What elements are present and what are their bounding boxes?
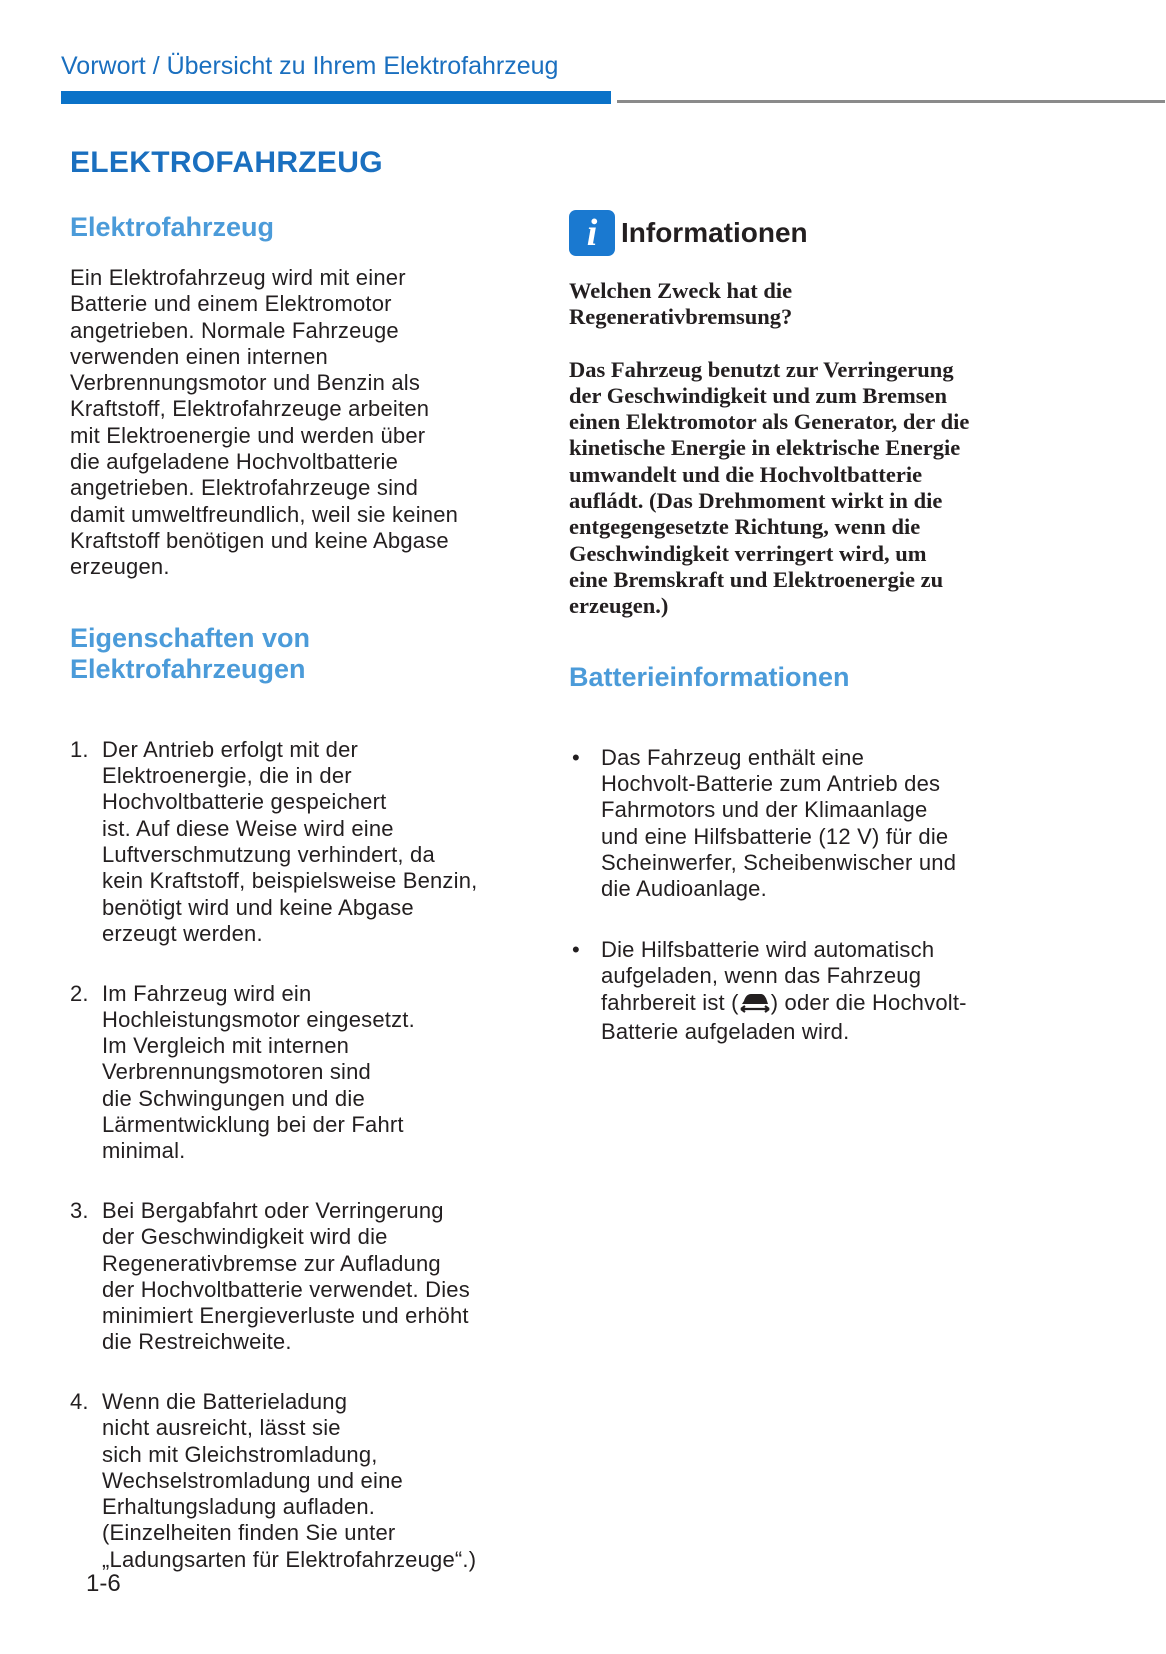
list-item (569, 745, 1039, 903)
list-item (70, 981, 520, 1165)
section-heading-elektrofahrzeug: Elektrofahrzeug (70, 212, 275, 242)
right-column (569, 192, 1039, 1097)
list-number: 1. (70, 736, 89, 762)
list-text: Der Antrieb erfolgt mit der Elektroenergie, die in der Hochvoltbatterie gespeichert ist. Auf diese Weise wird eine Luftverschmutzung verhindert, da kein Kraftstoff, beispielsweise Benzin, benötigt wird und keine Abgase erzeugt werden. (102, 736, 478, 946)
list-text: Das Fahrzeug enthält eine Hochvolt-Batterie zum Antrieb des Fahrmotors und der Klimaanlage und eine Hilfsbatterie (12 V) für die Scheinwerfer, Scheibenwischer und die Audioanlage. (601, 744, 957, 902)
list-item (70, 737, 520, 947)
info-icon: i (569, 210, 615, 256)
list-item (70, 1198, 520, 1356)
list-text-pre: Die Hilfsbatterie wird automatisch aufgeladen, wenn das Fahrzeug fahrbereit ist ( (601, 936, 935, 1015)
list-text: Im Fahrzeug wird ein Hochleistungsmotor eingesetzt. Im Vergleich mit internen Verbrennungsmotoren sind die Schwingungen und die Lärmentwicklung bei der Fahrt minimal. (102, 980, 415, 1164)
features-list (70, 711, 520, 1607)
battery-list (569, 719, 1039, 1080)
list-number: 2. (70, 980, 89, 1006)
info-question: Welchen Zweck hat die Regenerativbremsung? (569, 278, 793, 330)
intro-paragraph: Ein Elektrofahrzeug wird mit einer Batterie und einem Elektromotor angetrieben. Normale Fahrzeuge verwenden einen internen Verbrennungsmotor und Benzin als Kraftstoff, Elektrofahrzeuge arbeiten mit Elektroenergie und werden über die aufgeladene Hochvoltbatterie angetrieben. Elektrofahrzeuge sind damit umweltfreundlich, weil sie keinen Kraftstoff benötigen und keine Abgase erzeugen. (70, 265, 459, 580)
section-heading-batterie: Batterieinformationen (569, 661, 850, 692)
bullet: • (572, 936, 580, 962)
left-column (70, 194, 520, 1624)
breadcrumb: Vorwort / Übersicht zu Ihrem Elektrofahrzeug (61, 52, 559, 80)
info-box-header (569, 210, 1039, 256)
page-number: 1-6 (86, 1570, 121, 1597)
list-text: Wenn die Batterieladung nicht ausreicht, lässt sie sich mit Gleichstromladung, Wechselstromladung und eine Erhaltungsladung aufladen. (Einzelheiten finden Sie unter „Ladungsarten für Elektrofahrzeuge“.) (102, 1388, 477, 1572)
list-text-post: ) oder die Hochvolt- Batterie aufgeladen wird. (601, 989, 967, 1044)
header-accent-bar (61, 91, 611, 104)
list-text: Bei Bergabfahrt oder Verringerung der Geschwindigkeit wird die Regenerativbremse zur Aufladung der Hochvoltbatterie verwendet. Dies minimiert Energieverluste und erhöht die Restreichweite. (102, 1197, 470, 1355)
page-title: ELEKTROFAHRZEUG (70, 146, 383, 179)
list-item (569, 937, 1039, 1045)
list-number: 3. (70, 1197, 89, 1223)
info-label: Informationen (621, 217, 808, 248)
ready-car-icon (739, 991, 771, 1019)
header-divider (617, 100, 1165, 103)
list-item (70, 1389, 520, 1573)
section-heading-eigenschaften: Eigenschaften von Elektrofahrzeugen (70, 622, 311, 684)
list-number: 4. (70, 1388, 89, 1414)
info-answer: Das Fahrzeug benutzt zur Verringerung der Geschwindigkeit und zum Bremsen einen Elektromotor als Generator, der die kinetische Energie in elektrische Energie umwandelt und die Hochvoltbatterie aufládt. (Das Drehmoment wirkt in die entgegengesetzte Richtung, wenn die Geschwindigkeit verringert wird, um eine Bremskraft und Elektroenergie zu erzeugen.) (569, 356, 970, 619)
bullet: • (572, 744, 580, 770)
